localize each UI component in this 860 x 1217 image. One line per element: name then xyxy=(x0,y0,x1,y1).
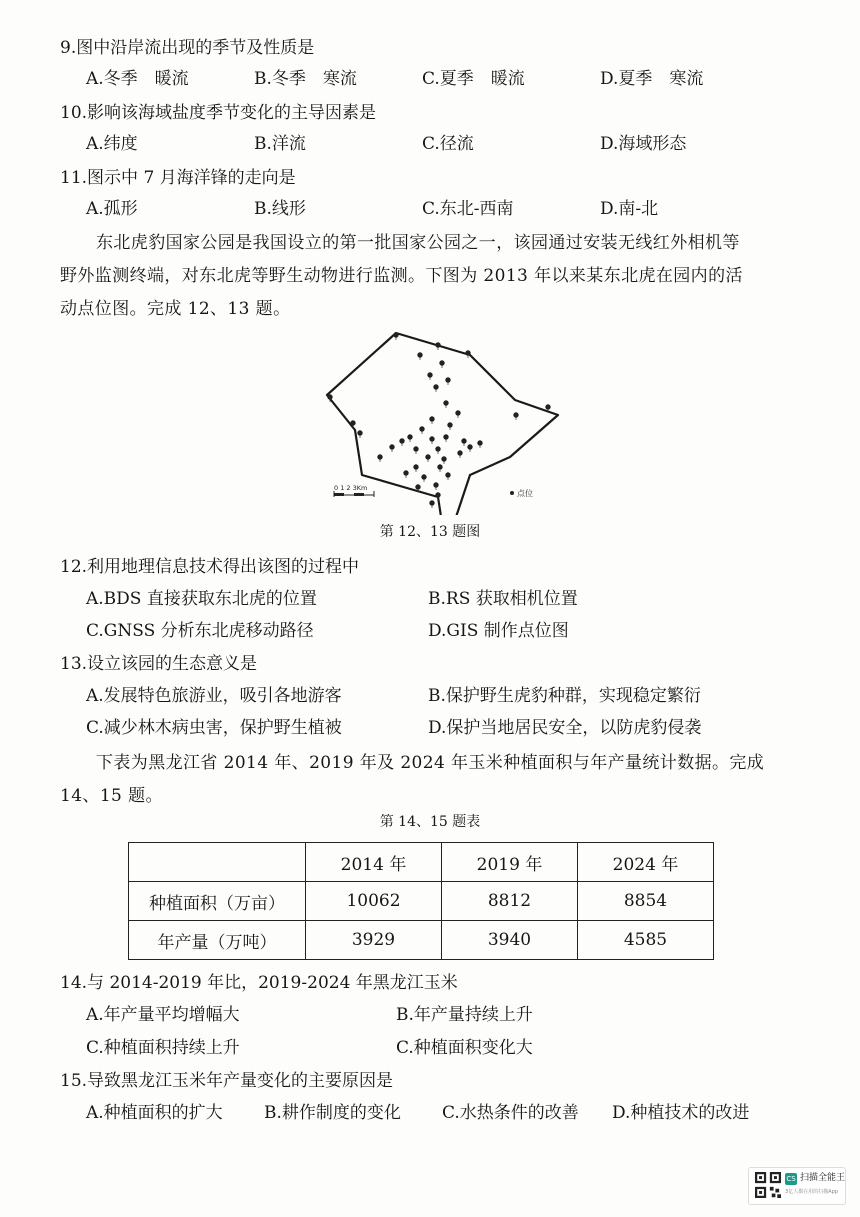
activity-point-marker xyxy=(358,431,363,438)
scale-label: 0 1 2 3Km xyxy=(334,484,368,492)
passage-2-line-2: 14、15 题。 xyxy=(60,786,163,806)
table-row xyxy=(129,882,714,921)
activity-point-marker xyxy=(462,439,467,446)
activity-point-marker xyxy=(404,471,409,478)
table-caption: 第 14、15 题表 xyxy=(379,814,481,830)
activity-point-marker xyxy=(436,493,441,500)
question-12-option-d[interactable]: D.GIS 制作点位图 xyxy=(428,621,569,641)
table-row-label: 年产量（万吨） xyxy=(129,921,306,960)
table-header-2024: 2024 年 xyxy=(578,843,714,882)
question-15-option-c[interactable]: C.水热条件的改善 xyxy=(442,1103,579,1123)
question-11-stem: 11.图示中 7 月海洋锋的走向是 xyxy=(60,168,296,188)
question-9-option-d[interactable]: D.夏季 寒流 xyxy=(600,69,704,89)
question-12-stem: 12.利用地理信息技术得出该图的过程中 xyxy=(60,557,360,577)
activity-point-marker xyxy=(378,455,383,462)
table-row xyxy=(129,921,714,960)
table-row-label: 种植面积（万亩） xyxy=(129,882,306,921)
corn-statistics-table xyxy=(128,842,714,960)
question-13-option-c[interactable]: C.减少林木病虫害，保护野生植被 xyxy=(86,718,342,738)
passage-1-line-1: 东北虎豹国家公园是我国设立的第一批国家公园之一，该园通过安装无线红外相机等 xyxy=(96,233,740,253)
scanner-watermark xyxy=(748,1167,846,1205)
activity-point-marker xyxy=(428,373,433,380)
activity-point-marker xyxy=(430,501,435,508)
qr-code-icon xyxy=(755,1172,781,1198)
table-cell: 10062 xyxy=(306,882,442,921)
table-cell: 8854 xyxy=(578,882,714,921)
activity-point-marker xyxy=(434,483,439,490)
question-11-option-c[interactable]: C.东北-西南 xyxy=(422,199,514,219)
activity-point-marker xyxy=(422,475,427,482)
activity-points xyxy=(328,333,551,508)
question-12-option-c[interactable]: C.GNSS 分析东北虎移动路径 xyxy=(86,621,314,641)
question-9-stem: 9.图中沿岸流出现的季节及性质是 xyxy=(60,38,315,58)
table-header-2019: 2019 年 xyxy=(442,843,578,882)
table-header-empty xyxy=(129,843,306,882)
question-10-stem: 10.影响该海域盐度季节变化的主导因素是 xyxy=(60,103,377,123)
question-14-option-c[interactable]: C.种植面积持续上升 xyxy=(86,1038,240,1058)
activity-point-marker xyxy=(426,455,431,462)
activity-point-marker xyxy=(442,457,447,464)
activity-point-marker xyxy=(514,413,519,420)
activity-point-marker xyxy=(446,473,451,480)
activity-point-marker xyxy=(434,385,439,392)
question-13-option-a[interactable]: A.发展特色旅游业，吸引各地游客 xyxy=(86,686,342,706)
activity-point-marker xyxy=(438,465,443,472)
question-13-option-b[interactable]: B.保护野生虎豹种群，实现稳定繁衍 xyxy=(428,686,701,706)
question-14-stem: 14.与 2014-2019 年比，2019-2024 年黑龙江玉米 xyxy=(60,973,458,993)
activity-point-marker xyxy=(456,411,461,418)
question-10-option-a[interactable]: A.纬度 xyxy=(86,134,138,154)
tiger-activity-map xyxy=(320,325,560,515)
activity-point-marker xyxy=(446,378,451,385)
question-12-option-b[interactable]: B.RS 获取相机位置 xyxy=(428,589,578,609)
question-14-option-d[interactable]: C.种植面积变化大 xyxy=(396,1038,533,1058)
legend-label: 点位 xyxy=(517,489,533,498)
table-cell: 4585 xyxy=(578,921,714,960)
table-cell: 8812 xyxy=(442,882,578,921)
question-14-option-a[interactable]: A.年产量平均增幅大 xyxy=(86,1005,240,1025)
activity-point-marker xyxy=(444,435,449,442)
activity-point-marker xyxy=(458,451,463,458)
scale-bar xyxy=(334,484,374,497)
passage-2-line-1: 下表为黑龙江省 2014 年、2019 年及 2024 年玉米种植面积与年产量统计数据。完成 xyxy=(96,753,765,773)
activity-point-marker xyxy=(414,465,419,472)
activity-point-marker xyxy=(418,353,423,360)
table-cell: 3929 xyxy=(306,921,442,960)
question-10-option-c[interactable]: C.径流 xyxy=(422,134,474,154)
question-9-option-a[interactable]: A.冬季 暖流 xyxy=(86,69,189,89)
question-11-option-a[interactable]: A.孤形 xyxy=(86,199,138,219)
activity-point-marker xyxy=(468,445,473,452)
activity-point-marker xyxy=(436,343,441,350)
activity-point-marker xyxy=(408,435,413,442)
question-11-option-d[interactable]: D.南-北 xyxy=(600,199,659,219)
table-header-row xyxy=(129,843,714,882)
map-legend xyxy=(510,488,533,498)
question-11-option-b[interactable]: B.线形 xyxy=(254,199,306,219)
question-13-stem: 13.设立该园的生态意义是 xyxy=(60,654,258,674)
scanner-app-name: 扫描全能王 xyxy=(800,1173,846,1183)
activity-point-marker xyxy=(430,417,435,424)
question-15-option-a[interactable]: A.种植面积的扩大 xyxy=(86,1103,223,1123)
table-cell: 3940 xyxy=(442,921,578,960)
activity-point-marker xyxy=(466,351,471,358)
question-10-option-b[interactable]: B.洋流 xyxy=(254,134,306,154)
scanner-app-tagline: 3亿人都在用的扫描App xyxy=(785,1189,838,1195)
passage-1-line-2: 野外监测终端，对东北虎等野生动物进行监测。下图为 2013 年以来某东北虎在园内的活 xyxy=(60,266,743,286)
map-caption: 第 12、13 题图 xyxy=(379,524,481,540)
activity-point-marker xyxy=(430,437,435,444)
question-12-option-a[interactable]: A.BDS 直接获取东北虎的位置 xyxy=(86,589,317,609)
activity-point-marker xyxy=(440,361,445,368)
passage-1-line-3: 动点位图。完成 12、13 题。 xyxy=(60,299,291,319)
question-10-option-d[interactable]: D.海域形态 xyxy=(600,134,687,154)
activity-point-marker xyxy=(400,439,405,446)
activity-point-marker xyxy=(394,333,399,340)
activity-point-marker xyxy=(436,447,441,454)
question-9-option-c[interactable]: C.夏季 暖流 xyxy=(422,69,525,89)
question-13-option-d[interactable]: D.保护当地居民安全，以防虎豹侵袭 xyxy=(428,718,702,738)
question-15-stem: 15.导致黑龙江玉米年产量变化的主要原因是 xyxy=(60,1071,394,1091)
activity-point-marker xyxy=(478,441,483,448)
cs-logo-icon: CS xyxy=(786,1175,796,1183)
question-14-option-b[interactable]: B.年产量持续上升 xyxy=(396,1005,533,1025)
activity-point-marker xyxy=(444,401,449,408)
activity-point-marker xyxy=(414,447,419,454)
table-header-2014: 2014 年 xyxy=(306,843,442,882)
question-15-option-d[interactable]: D.种植技术的改进 xyxy=(612,1103,750,1123)
activity-point-marker xyxy=(390,445,395,452)
activity-point-marker xyxy=(448,423,453,430)
activity-point-marker xyxy=(420,427,425,434)
question-15-option-b[interactable]: B.耕作制度的变化 xyxy=(264,1103,401,1123)
question-9-option-b[interactable]: B.冬季 寒流 xyxy=(254,69,357,89)
